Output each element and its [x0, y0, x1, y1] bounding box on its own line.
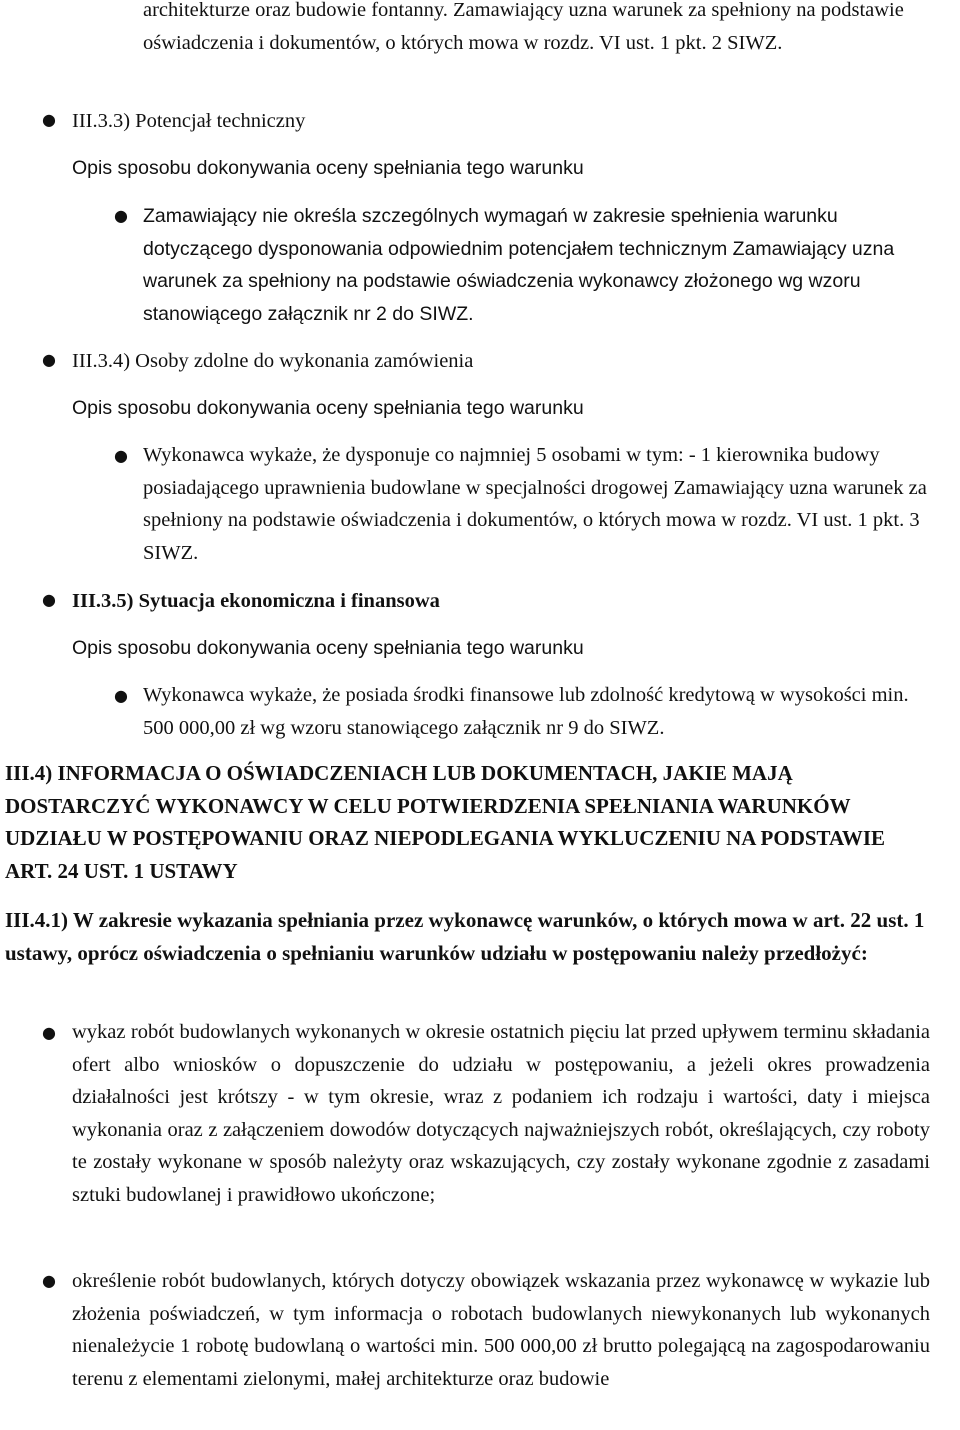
item-3-5: Wykonawca wykaże, że posiada środki finansowe lub zdolność kredytową w wysokości min. 500 000,00 zł wg wzoru stanowiącego załącznik nr 9 do SIWZ. [143, 684, 909, 739]
section-title-3-5: III.3.5) Sytuacja ekonomiczna i finansowa [72, 590, 440, 612]
bullet-icon: ● [114, 446, 128, 465]
subheading-3-5: Opis sposobu dokonywania oceny spełniania tego warunku [72, 637, 584, 659]
bullet-icon: ● [42, 350, 56, 369]
bullet-icon: ● [42, 590, 56, 609]
subheading-3-3: Opis sposobu dokonywania oceny spełniania tego warunku [72, 157, 584, 179]
list-item: określenie robót budowlanych, których dotyczy obowiązek wskazania przez wykonawcę w wykazie lub złożenia poświadczeń, w tym informacja o robotach budowlanych niewykonanych lub wykonanych nienależycie 1 robotę budowlaną o wartości min. 500 000,00 zł brutto polegającą na zagospodarowaniu terenu z elementami zielonymi, małej architekturze oraz budowie [72, 1270, 930, 1390]
bullet-icon: ● [42, 110, 56, 129]
fragment-text: architekturze oraz budowie fontanny. Zamawiający uzna warunek za spełniony na podstawie oświadczenia i dokumentów, o których mowa w rozdz. VI ust. 1 pkt. 2 SIWZ. [143, 0, 904, 54]
bullet-icon: ● [42, 1023, 56, 1042]
subheading-3-4: Opis sposobu dokonywania oceny spełniania tego warunku [72, 397, 584, 419]
section-title-3-4: III.3.4) Osoby zdolne do wykonania zamówienia [72, 350, 474, 372]
subheading-4-1: III.4.1) W zakresie wykazania spełniania przez wykonawcę warunków, o których mowa w art. 22 ust. 1 ustawy, oprócz oświadczenia o spełnianiu warunków udziału w postępowaniu należy przedłożyć: [5, 908, 925, 965]
bullet-icon: ● [114, 206, 128, 225]
section-title-3-3: III.3.3) Potencjał techniczny [72, 110, 306, 132]
section-heading-4: III.4) INFORMACJA O OŚWIADCZENIACH LUB DOKUMENTACH, JAKIE MAJĄ DOSTARCZYĆ WYKONAWCY W CELU POTWIERDZENIA SPEŁNIANIA WARUNKÓW UDZIAŁU W POSTĘPOWANIU ORAZ NIEPODLEGANIA WYKLUCZENIU NA PODSTAWIE ART. 24 UST. 1 USTAWY [5, 761, 886, 883]
bullet-icon: ● [42, 1271, 56, 1290]
item-3-3: Zamawiający nie określa szczególnych wymagań w zakresie spełnienia warunku dotyczącego dysponowania odpowiednim potencjałem technicznym Zamawiający uzna warunek za spełniony na podstawie oświadczenia wykonawcy złożonego wg wzoru stanowiącego załącznik nr 2 do SIWZ. [143, 205, 895, 325]
bullet-icon: ● [114, 686, 128, 705]
item-3-4: Wykonawca wykaże, że dysponuje co najmniej 5 osobami w tym: - 1 kierownika budowy posiadającego uprawnienia budowlane w specjalności drogowej Zamawiający uzna warunek za spełniony na podstawie oświadczenia i dokumentów, o których mowa w rozdz. VI ust. 1 pkt. 3 SIWZ. [143, 444, 927, 564]
list-item: wykaz robót budowlanych wykonanych w okresie ostatnich pięciu lat przed upływem terminu składania ofert albo wniosków o dopuszczenie do udziału w postępowaniu, a jeżeli okres prowadzenia działalności jest krótszy - w tym okresie, wraz z podaniem ich rodzaju i wartości, daty i miejsca wykonania oraz z załączeniem dowodów dotyczących najważniejszych robót, określających, czy roboty te zostały wykonane w sposób należyty oraz wskazujących, czy zostały wykonane zgodnie z zasadami sztuki budowlanej i prawidłowo ukończone; [72, 1021, 930, 1206]
